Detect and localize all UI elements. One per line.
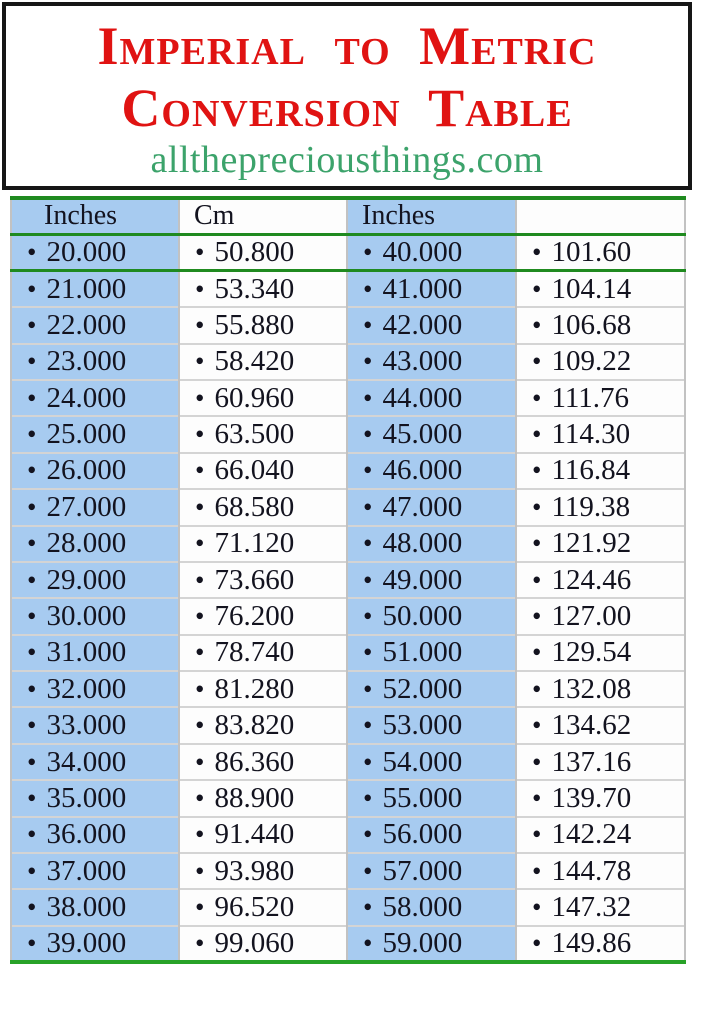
cell-value: 30.000 (46, 599, 127, 632)
inches-cell (11, 453, 179, 489)
cm-cell (516, 489, 685, 525)
inches-cell (11, 307, 179, 343)
cell-value: 101.60 (551, 236, 632, 269)
cm-cell (516, 780, 685, 816)
bullet-icon: • (195, 455, 205, 486)
cm-cell (179, 453, 347, 489)
bullet-icon: • (363, 819, 373, 850)
cell-value: 47.000 (382, 490, 463, 523)
bullet-icon: • (363, 710, 373, 741)
cell-value: 28.000 (46, 527, 127, 560)
inches-cell (11, 817, 179, 853)
inches-cell (347, 671, 516, 707)
bullet-icon: • (27, 564, 37, 595)
bullet-icon: • (195, 491, 205, 522)
cell-value: 40.000 (382, 236, 463, 269)
bullet-icon: • (363, 782, 373, 813)
cell-value: 35.000 (46, 781, 127, 814)
bullet-icon: • (195, 309, 205, 340)
cell-value: 60.960 (214, 381, 295, 414)
cm-cell (179, 271, 347, 307)
cm-cell (179, 817, 347, 853)
bullet-icon: • (363, 564, 373, 595)
cm-cell (516, 853, 685, 889)
cm-cell (516, 271, 685, 307)
cell-value: 53.340 (214, 272, 295, 305)
table-row (11, 526, 685, 562)
cell-value: 144.78 (551, 854, 632, 887)
col-header-inches-left: Inches (11, 198, 179, 234)
cell-value: 39.000 (46, 927, 127, 959)
table-row (11, 489, 685, 525)
cell-value: 54.000 (382, 745, 463, 778)
cm-cell (516, 234, 685, 270)
cm-cell (516, 526, 685, 562)
cm-cell (516, 562, 685, 598)
cell-value: 134.62 (551, 709, 632, 742)
page-title-line1: Imperial to Metric (97, 16, 597, 76)
bullet-icon: • (27, 782, 37, 813)
cell-value: 36.000 (46, 818, 127, 851)
inches-cell (347, 380, 516, 416)
cell-value: 81.280 (214, 672, 295, 705)
bullet-icon: • (363, 382, 373, 413)
cell-value: 124.46 (551, 563, 632, 596)
cm-cell (179, 234, 347, 270)
cm-cell (179, 926, 347, 962)
table-row (11, 671, 685, 707)
table-row (11, 889, 685, 925)
inches-cell (11, 271, 179, 307)
bullet-icon: • (27, 746, 37, 777)
table-row (11, 780, 685, 816)
cell-value: 71.120 (214, 527, 295, 560)
bullet-icon: • (195, 746, 205, 777)
bullet-icon: • (363, 528, 373, 559)
cell-value: 88.900 (214, 781, 295, 814)
cm-cell (179, 889, 347, 925)
cm-cell (516, 380, 685, 416)
cell-value: 83.820 (214, 709, 295, 742)
inches-cell (11, 926, 179, 962)
cell-value: 96.520 (214, 891, 295, 924)
cell-value: 142.24 (551, 818, 632, 851)
cell-value: 106.68 (551, 308, 632, 341)
inches-cell (11, 744, 179, 780)
bullet-icon: • (27, 528, 37, 559)
cell-value: 99.060 (214, 927, 295, 959)
cell-value: 22.000 (46, 308, 127, 341)
bullet-icon: • (363, 346, 373, 377)
cm-cell (179, 416, 347, 452)
bullet-icon: • (195, 382, 205, 413)
table-row (11, 635, 685, 671)
bullet-icon: • (532, 419, 542, 450)
bullet-icon: • (27, 892, 37, 923)
inches-cell (11, 780, 179, 816)
cm-cell (516, 416, 685, 452)
bullet-icon: • (27, 309, 37, 340)
cell-value: 55.000 (382, 781, 463, 814)
col-header-cm-left: Cm (179, 198, 347, 234)
bullet-icon: • (27, 237, 37, 268)
cell-value: 33.000 (46, 709, 127, 742)
cm-cell (516, 453, 685, 489)
cell-value: 127.00 (551, 599, 632, 632)
cell-value: 114.30 (551, 418, 631, 451)
bullet-icon: • (363, 419, 373, 450)
bullet-icon: • (532, 892, 542, 923)
cm-cell (179, 489, 347, 525)
cm-cell (516, 889, 685, 925)
cm-cell (516, 707, 685, 743)
page-title-line2: Conversion Table (121, 77, 573, 138)
bullet-icon: • (532, 455, 542, 486)
cell-value: 48.000 (382, 527, 463, 560)
bullet-icon: • (27, 928, 37, 958)
cm-cell (179, 307, 347, 343)
bullet-icon: • (532, 564, 542, 595)
cell-value: 109.22 (551, 345, 632, 378)
bullet-icon: • (532, 346, 542, 377)
cell-value: 137.16 (551, 745, 632, 778)
inches-cell (11, 562, 179, 598)
cm-cell (179, 380, 347, 416)
cell-value: 73.660 (214, 563, 295, 596)
inches-cell (11, 707, 179, 743)
cell-value: 86.360 (214, 745, 295, 778)
cm-cell (516, 744, 685, 780)
cm-cell (179, 780, 347, 816)
bullet-icon: • (363, 637, 373, 668)
cell-value: 91.440 (214, 818, 295, 851)
table-row (11, 453, 685, 489)
table-row (11, 380, 685, 416)
inches-cell (347, 344, 516, 380)
inches-cell (347, 598, 516, 634)
bullet-icon: • (27, 600, 37, 631)
bullet-icon: • (195, 819, 205, 850)
inches-cell (11, 380, 179, 416)
bullet-icon: • (27, 855, 37, 886)
inches-cell (11, 489, 179, 525)
cell-value: 45.000 (382, 418, 463, 451)
cm-cell (179, 344, 347, 380)
cell-value: 56.000 (382, 818, 463, 851)
bullet-icon: • (27, 819, 37, 850)
inches-cell (11, 671, 179, 707)
table-row (11, 234, 685, 270)
bullet-icon: • (532, 710, 542, 741)
cell-value: 38.000 (46, 891, 127, 924)
bullet-icon: • (195, 564, 205, 595)
cell-value: 25.000 (46, 418, 127, 451)
table-row (11, 562, 685, 598)
conversion-table (10, 196, 686, 964)
bullet-icon: • (532, 237, 542, 268)
cell-value: 78.740 (214, 636, 295, 669)
bullet-icon: • (27, 346, 37, 377)
table-row (11, 707, 685, 743)
cell-value: 93.980 (214, 854, 295, 887)
inches-cell (11, 416, 179, 452)
cell-value: 32.000 (46, 672, 127, 705)
inches-cell (347, 926, 516, 962)
table-row (11, 271, 685, 307)
bullet-icon: • (195, 528, 205, 559)
bullet-icon: • (363, 928, 373, 958)
cm-cell (179, 671, 347, 707)
cell-value: 29.000 (46, 563, 127, 596)
inches-cell (347, 234, 516, 270)
bullet-icon: • (532, 491, 542, 522)
col-header-cm-right (516, 198, 685, 234)
bullet-icon: • (532, 928, 542, 958)
cell-value: 76.200 (214, 599, 295, 632)
bullet-icon: • (532, 309, 542, 340)
bullet-icon: • (532, 673, 542, 704)
inches-cell (347, 307, 516, 343)
table-row (11, 926, 685, 962)
cell-value: 139.70 (551, 781, 632, 814)
table-row (11, 598, 685, 634)
bullet-icon: • (363, 237, 373, 268)
header-box (2, 2, 692, 190)
bullet-icon: • (27, 419, 37, 450)
inches-cell (347, 453, 516, 489)
cell-value: 132.08 (551, 672, 632, 705)
bullet-icon: • (363, 855, 373, 886)
bullet-icon: • (195, 782, 205, 813)
bullet-icon: • (532, 273, 542, 304)
inches-cell (11, 635, 179, 671)
bullet-icon: • (195, 346, 205, 377)
cell-value: 58.000 (382, 891, 463, 924)
bullet-icon: • (532, 382, 542, 413)
cell-value: 55.880 (214, 308, 295, 341)
website-url: allthepreciousthings.com (150, 139, 544, 182)
inches-cell (347, 780, 516, 816)
cm-cell (516, 307, 685, 343)
cell-value: 116.84 (551, 454, 631, 487)
table-row (11, 817, 685, 853)
bullet-icon: • (195, 710, 205, 741)
bullet-icon: • (195, 928, 205, 958)
cell-value: 21.000 (46, 272, 127, 305)
cell-value: 59.000 (382, 927, 463, 959)
cell-value: 46.000 (382, 454, 463, 487)
cell-value: 20.000 (46, 236, 127, 269)
bullet-icon: • (532, 819, 542, 850)
cm-cell (516, 598, 685, 634)
bullet-icon: • (195, 855, 205, 886)
bullet-icon: • (363, 309, 373, 340)
cell-value: 53.000 (382, 709, 463, 742)
cm-cell (179, 526, 347, 562)
bullet-icon: • (532, 746, 542, 777)
cm-cell (179, 598, 347, 634)
inches-cell (347, 707, 516, 743)
table-header-row (11, 198, 685, 234)
cm-cell (516, 671, 685, 707)
cell-value: 129.54 (551, 636, 632, 669)
inches-cell (347, 489, 516, 525)
bullet-icon: • (195, 673, 205, 704)
cell-value: 26.000 (46, 454, 127, 487)
bullet-icon: • (532, 528, 542, 559)
inches-cell (11, 598, 179, 634)
cm-cell (516, 344, 685, 380)
bullet-icon: • (27, 637, 37, 668)
table-row (11, 416, 685, 452)
cell-value: 27.000 (46, 490, 127, 523)
inches-cell (347, 562, 516, 598)
bullet-icon: • (195, 237, 205, 268)
cell-value: 51.000 (382, 636, 463, 669)
cm-cell (179, 562, 347, 598)
cell-value: 111.76 (551, 381, 630, 414)
bullet-icon: • (363, 746, 373, 777)
inches-cell (347, 889, 516, 925)
bullet-icon: • (195, 637, 205, 668)
inches-cell (347, 271, 516, 307)
conversion-table-body (11, 234, 685, 962)
bullet-icon: • (363, 273, 373, 304)
cell-value: 149.86 (551, 927, 632, 959)
cell-value: 37.000 (46, 854, 127, 887)
bullet-icon: • (363, 600, 373, 631)
cm-cell (516, 635, 685, 671)
bullet-icon: • (195, 600, 205, 631)
cell-value: 42.000 (382, 308, 463, 341)
bullet-icon: • (532, 637, 542, 668)
bullet-icon: • (532, 600, 542, 631)
bullet-icon: • (363, 673, 373, 704)
cell-value: 49.000 (382, 563, 463, 596)
inches-cell (11, 344, 179, 380)
bullet-icon: • (195, 892, 205, 923)
inches-cell (347, 744, 516, 780)
bullet-icon: • (195, 419, 205, 450)
bullet-icon: • (195, 273, 205, 304)
table-row (11, 853, 685, 889)
bullet-icon: • (363, 455, 373, 486)
cell-value: 121.92 (551, 527, 632, 560)
inches-cell (11, 889, 179, 925)
cell-value: 66.040 (214, 454, 295, 487)
cell-value: 50.000 (382, 599, 463, 632)
cell-value: 24.000 (46, 381, 127, 414)
table-row (11, 307, 685, 343)
col-header-inches-right: Inches (347, 198, 516, 234)
cell-value: 43.000 (382, 345, 463, 378)
cm-cell (179, 707, 347, 743)
cell-value: 44.000 (382, 381, 463, 414)
cm-cell (179, 853, 347, 889)
cell-value: 147.32 (551, 891, 632, 924)
cm-cell (179, 635, 347, 671)
bullet-icon: • (27, 273, 37, 304)
bullet-icon: • (27, 455, 37, 486)
inches-cell (347, 526, 516, 562)
bullet-icon: • (532, 782, 542, 813)
cm-cell (516, 817, 685, 853)
cell-value: 34.000 (46, 745, 127, 778)
inches-cell (11, 526, 179, 562)
bullet-icon: • (27, 710, 37, 741)
cell-value: 68.580 (214, 490, 295, 523)
cell-value: 50.800 (214, 236, 295, 269)
inches-cell (11, 853, 179, 889)
table-row (11, 744, 685, 780)
cell-value: 57.000 (382, 854, 463, 887)
inches-cell (347, 853, 516, 889)
bullet-icon: • (27, 673, 37, 704)
cell-value: 31.000 (46, 636, 127, 669)
cell-value: 104.14 (551, 272, 632, 305)
bullet-icon: • (363, 892, 373, 923)
inches-cell (347, 817, 516, 853)
bullet-icon: • (27, 382, 37, 413)
cell-value: 58.420 (214, 345, 295, 378)
cell-value: 41.000 (382, 272, 463, 305)
inches-cell (347, 416, 516, 452)
cell-value: 23.000 (46, 345, 127, 378)
bullet-icon: • (363, 491, 373, 522)
cm-cell (179, 744, 347, 780)
bullet-icon: • (532, 855, 542, 886)
cell-value: 119.38 (551, 490, 631, 523)
inches-cell (11, 234, 179, 270)
inches-cell (347, 635, 516, 671)
table-row (11, 344, 685, 380)
cell-value: 52.000 (382, 672, 463, 705)
cm-cell (516, 926, 685, 962)
cell-value: 63.500 (214, 418, 295, 451)
bullet-icon: • (27, 491, 37, 522)
